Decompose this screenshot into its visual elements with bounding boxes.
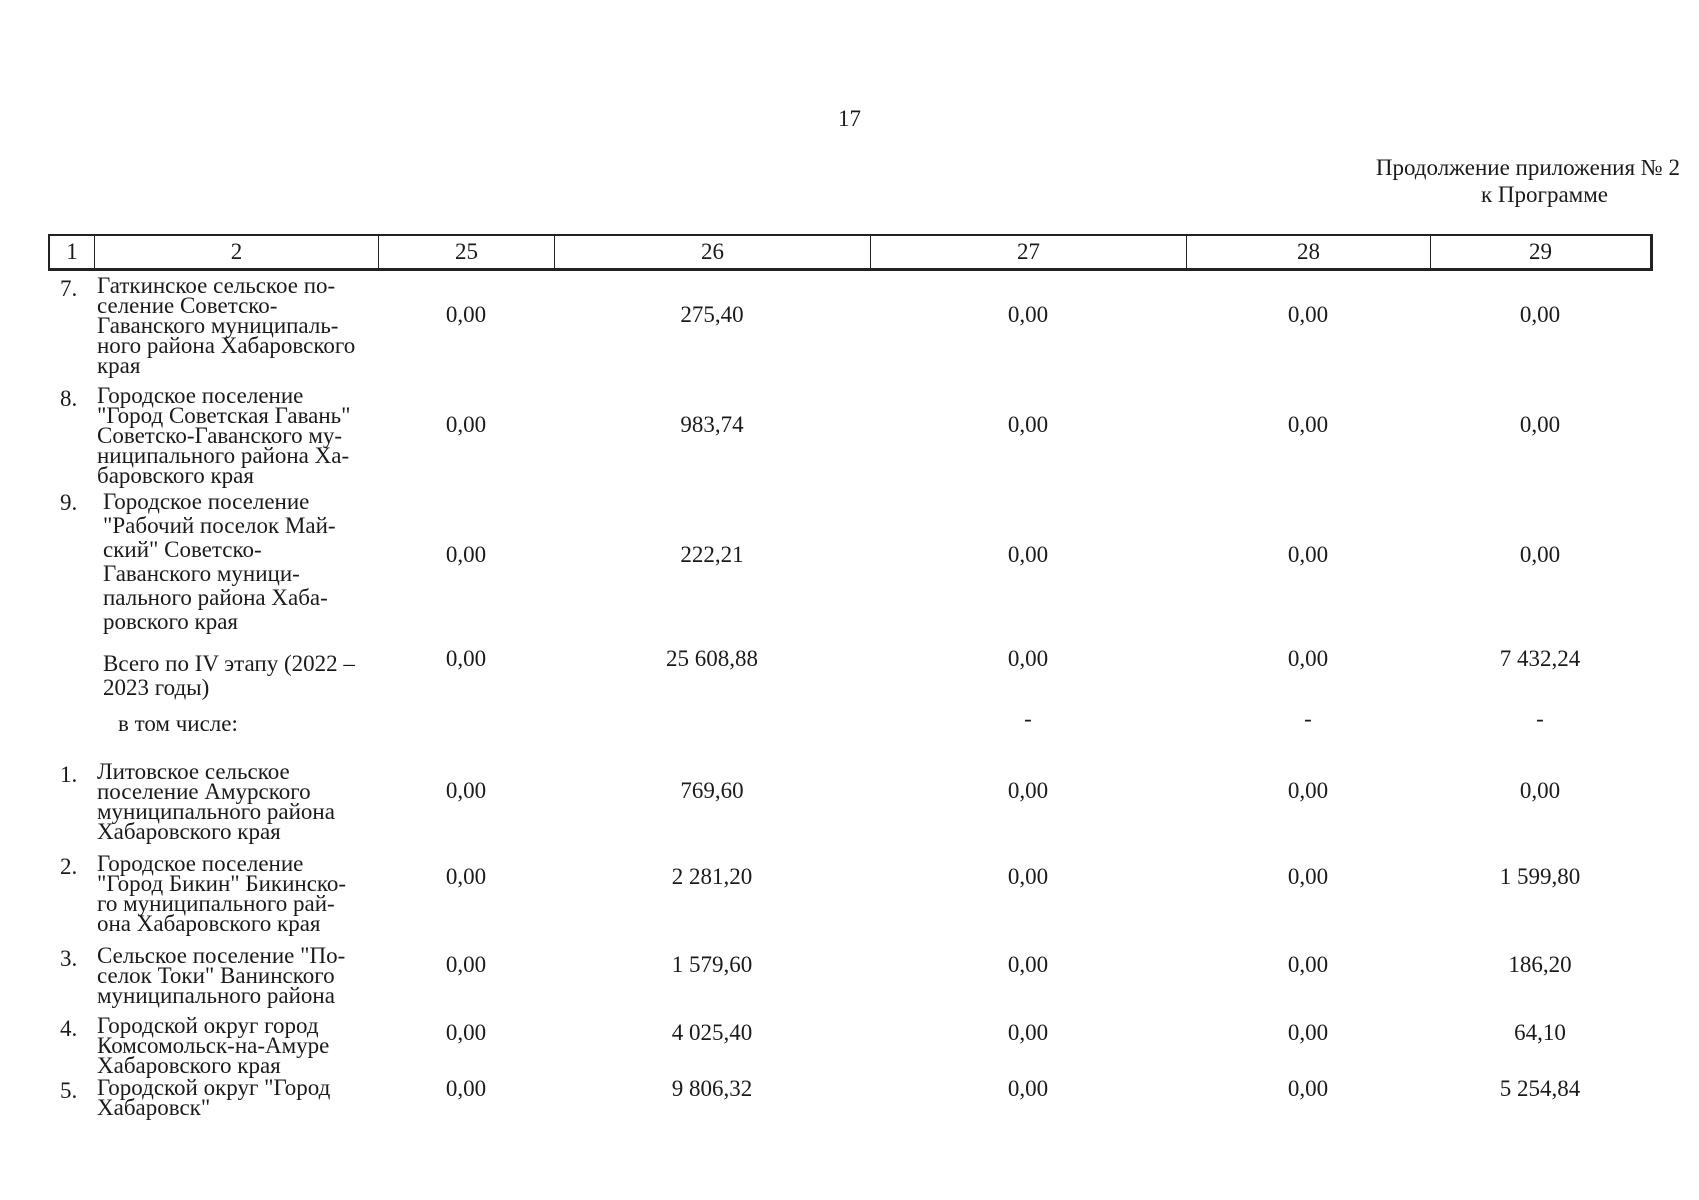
- cell-col-27: 0,00: [1007, 778, 1049, 803]
- cell-col-27: -: [1024, 706, 1032, 731]
- row-number: 4.: [60, 1016, 78, 1041]
- cell-col-26: 1 579,60: [671, 952, 753, 977]
- row-municipality-name: Сельское поселение "По- селок Токи" Ванинского муниципального района: [97, 943, 346, 1008]
- cell-col-29: 5 254,84: [1499, 1076, 1581, 1101]
- cell-col-25: 0,00: [445, 1076, 487, 1101]
- cell-col-25: 0,00: [445, 864, 487, 889]
- cell-col-28: 0,00: [1287, 412, 1329, 437]
- column-header-25: 25: [379, 236, 555, 269]
- cell-col-29: 0,00: [1519, 302, 1561, 327]
- cell-col-26: 769,60: [680, 778, 744, 803]
- cell-col-25: 0,00: [445, 1020, 487, 1045]
- column-header-28: 28: [1187, 236, 1431, 269]
- cell-col-25: 0,00: [445, 542, 487, 567]
- cell-col-29: -: [1536, 706, 1544, 731]
- column-header-26: 26: [555, 236, 871, 269]
- row-number: 9.: [60, 490, 78, 515]
- row-municipality-name: Всего по IV этапу (2022 – 2023 годы): [103, 651, 355, 700]
- cell-col-27: 0,00: [1007, 1020, 1049, 1045]
- cell-col-26: 222,21: [680, 542, 744, 567]
- column-header-1: 1: [50, 236, 95, 269]
- cell-col-28: 0,00: [1287, 778, 1329, 803]
- cell-col-27: 0,00: [1007, 1076, 1049, 1101]
- row-number: 7.: [60, 276, 78, 301]
- cell-col-28: 0,00: [1287, 302, 1329, 327]
- cell-col-26: 983,74: [680, 412, 744, 437]
- column-header-2: 2: [95, 236, 379, 269]
- row-number: 1.: [60, 762, 78, 787]
- row-municipality-name: Литовское сельское поселение Амурского муниципального района Хабаровского края: [97, 759, 335, 844]
- cell-col-25: 0,00: [445, 952, 487, 977]
- attachment-line-1: Продолжение приложения № 2: [1375, 155, 1680, 180]
- cell-col-27: 0,00: [1007, 952, 1049, 977]
- cell-col-28: 0,00: [1287, 1020, 1329, 1045]
- row-number: 2.: [60, 854, 78, 879]
- row-number: 3.: [60, 946, 78, 971]
- cell-col-27: 0,00: [1007, 542, 1049, 567]
- cell-col-26: 275,40: [680, 302, 744, 327]
- cell-col-26: 25 608,88: [666, 646, 758, 671]
- cell-col-28: 0,00: [1287, 864, 1329, 889]
- cell-col-27: 0,00: [1007, 646, 1049, 671]
- row-municipality-name: Городское поселение "Город Советская Гавань" Советско-Гаванского му- ниципального района Ха- баровского края: [97, 383, 351, 488]
- row-municipality-name: Городское поселение "Рабочий поселок Май- ский" Советско- Гаванского муници- пального района Хаба- ровского края: [103, 489, 336, 634]
- row-number: 8.: [60, 386, 78, 411]
- cell-col-26: 9 806,32: [671, 1076, 753, 1101]
- attachment-note: [1280, 154, 1680, 208]
- cell-col-29: 7 432,24: [1499, 646, 1581, 671]
- row-municipality-name: в том числе:: [118, 711, 238, 736]
- cell-col-29: 0,00: [1519, 412, 1561, 437]
- row-municipality-name: Городской округ "Город Хабаровск": [97, 1075, 331, 1120]
- column-header-table: [49, 235, 1651, 269]
- cell-col-26: 2 281,20: [671, 864, 753, 889]
- column-header-27: 27: [871, 236, 1187, 269]
- row-municipality-name: Городское поселение "Город Бикин" Бикинско- го муниципального рай- она Хабаровского края: [97, 851, 347, 936]
- cell-col-28: 0,00: [1287, 952, 1329, 977]
- cell-col-28: 0,00: [1287, 542, 1329, 567]
- cell-col-28: 0,00: [1287, 1076, 1329, 1101]
- column-header-row: [50, 236, 1651, 269]
- cell-col-29: 0,00: [1519, 542, 1561, 567]
- cell-col-25: 0,00: [445, 412, 487, 437]
- cell-col-27: 0,00: [1007, 412, 1049, 437]
- cell-col-25: 0,00: [445, 646, 487, 671]
- page-number: 17: [838, 106, 861, 131]
- cell-col-27: 0,00: [1007, 864, 1049, 889]
- row-municipality-name: Городской округ город Комсомольск-на-Амуре Хабаровского края: [97, 1013, 330, 1078]
- cell-col-26: 4 025,40: [671, 1020, 753, 1045]
- row-municipality-name: Гаткинское сельское по- селение Советско- Гаванского муниципаль- ного района Хабаровского края: [97, 273, 356, 378]
- column-header-29: 29: [1431, 236, 1651, 269]
- cell-col-29: 186,20: [1508, 952, 1572, 977]
- cell-col-27: 0,00: [1007, 302, 1049, 327]
- cell-col-28: 0,00: [1287, 646, 1329, 671]
- cell-col-29: 64,10: [1514, 1020, 1566, 1045]
- cell-col-29: 1 599,80: [1499, 864, 1581, 889]
- cell-col-29: 0,00: [1519, 778, 1561, 803]
- cell-col-28: -: [1304, 706, 1312, 731]
- cell-col-25: 0,00: [445, 778, 487, 803]
- row-number: 5.: [60, 1078, 78, 1103]
- attachment-line-2: к Программе: [1481, 182, 1608, 207]
- cell-col-25: 0,00: [445, 302, 487, 327]
